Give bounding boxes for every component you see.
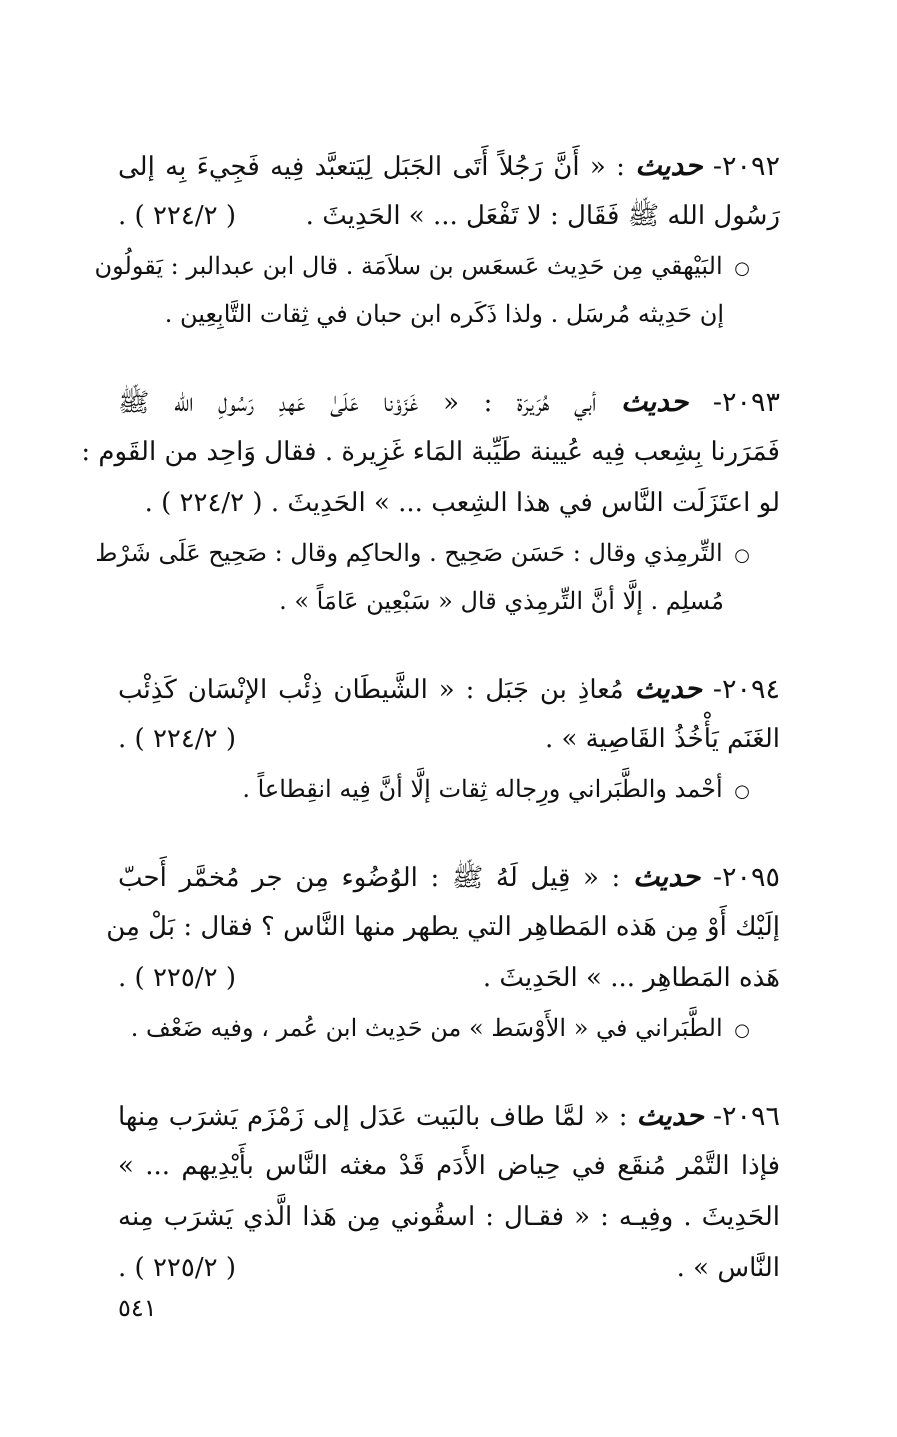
entry-line bbox=[118, 376, 780, 427]
commentary-text: إن حَدِيثه مُرسَل . ولذا ذَكَره ابن حبان في ثِقات التَّابِعِين . bbox=[164, 300, 724, 328]
entry-text: : « قِيل لَهُ ﷺ : الوُضُوء مِن جر مُخمَّر أَحبّ bbox=[118, 863, 633, 893]
volume-reference: ( ٢٢٥/٢ ) . bbox=[118, 963, 236, 993]
entry-text: لو اعتَزَلَت النَّاس في هذا الشِعب ... » الحَدِيثَ . ( ٢٢٤/٢ ) . bbox=[144, 488, 780, 518]
volume-reference: ( ٢٢٤/٢ ) . bbox=[118, 724, 236, 754]
commentary-text: مُسلِم . إلَّا أنَّ التِّرمِذي قال « سَبْعِين عَامَاً » . bbox=[279, 587, 724, 615]
entry-line bbox=[118, 1141, 780, 1192]
volume-reference: ( ٢٢٥/٢ ) . bbox=[118, 1253, 236, 1283]
hadith-entry-2092 bbox=[94, 140, 780, 338]
entry-line bbox=[118, 1090, 780, 1141]
volume-reference: ( ٢٢٤/٢ ) . bbox=[118, 201, 236, 231]
entry-line bbox=[118, 1243, 780, 1294]
entry-line bbox=[118, 714, 780, 765]
hadith-entry-2093 bbox=[81, 376, 780, 625]
entry-keyword: حديث bbox=[634, 672, 702, 705]
entry-text: هَذه المَطاهِر ... » الحَدِيثَ . bbox=[482, 963, 780, 993]
entry-text: النَّاس » . bbox=[676, 1253, 780, 1283]
commentary-line bbox=[94, 242, 780, 290]
entry-text: : « أَنَّ رَجُلاً أَتَى الجَبَل لِيَتعبَّد فِيه فَجِيءَ بِه إلى bbox=[118, 152, 636, 182]
bullet-icon: ○ bbox=[734, 258, 750, 279]
entry-line bbox=[118, 1192, 780, 1243]
page-number: ٥٤١ bbox=[118, 1294, 157, 1322]
entry-line bbox=[118, 140, 780, 191]
commentary-line bbox=[118, 290, 780, 338]
entry-text: فَمَرَرنا بِشِعب فِيه عُيينة طَيِّبة المَاء غَزِيرة . فقال وَاحِد من القَوم : bbox=[81, 437, 780, 467]
document-body bbox=[81, 140, 781, 1332]
entry-number: ٢٠٩٤- bbox=[712, 674, 781, 705]
entry-text: رَسُول الله ﷺ فَقَال : لا تَفْعَل ... » الحَدِيثَ . bbox=[305, 201, 780, 231]
bullet-icon: ○ bbox=[734, 1020, 750, 1041]
entry-line bbox=[106, 902, 780, 953]
entry-number: ٢٠٩٦- bbox=[712, 1101, 780, 1132]
entry-text: الغَنَم يَأْخُذُ القَاصِية » . bbox=[544, 724, 780, 754]
commentary-line bbox=[95, 529, 780, 577]
entry-text: إلَيْك أَوْ مِن هَذه المَطاهِر التي يطهر منها النَّاس ؟ فقال : بَلْ مِن bbox=[106, 912, 780, 942]
entry-line bbox=[81, 427, 780, 478]
hadith-entry-2096 bbox=[118, 1090, 780, 1294]
commentary-text: البَيْهقي مِن حَدِيث عَسعَس بن سلاَمَة . قال ابن عبدالبر : يَقولُون bbox=[94, 252, 723, 280]
commentary-line bbox=[118, 577, 780, 625]
commentary-line bbox=[118, 1004, 780, 1052]
entry-line bbox=[118, 851, 780, 902]
hadith-entry-2095 bbox=[106, 851, 781, 1052]
entry-line bbox=[118, 953, 780, 1004]
entry-line bbox=[118, 191, 780, 242]
entry-text: : « لمَّا طاف بالبَيت عَدَل إلى زَمْزَم يَشرَب مِنها bbox=[118, 1102, 637, 1132]
entry-keyword: حديث bbox=[632, 860, 701, 893]
entry-text: مُعاذِ بن جَبَل : « الشَّيطَان ذِئْب الإنْسَان كَذِئْب bbox=[118, 675, 635, 705]
commentary-line bbox=[118, 765, 780, 813]
entry-number: ٢٠٩٥- bbox=[712, 862, 781, 893]
entry-text: فإذا التَّمْر مُنقَع في حِياض الأَدَم قَدْ مغثه النَّاس بأَيْدِيهم ... » bbox=[118, 1151, 780, 1181]
entry-keyword: حديث bbox=[620, 385, 689, 418]
commentary-text: أحْمد والطَّبَراني ورِجاله ثِقات إلَّا أنَّ فِيه انقِطاعاً . bbox=[242, 775, 723, 803]
bullet-icon: ○ bbox=[734, 545, 750, 566]
commentary-text: التِّرمِذي وقال : حَسَن صَحِيح . والحاكِم وقال : صَحِيح عَلَى شَرْط bbox=[95, 539, 723, 567]
entry-number: ٢٠٩٢- bbox=[712, 151, 780, 182]
hadith-entry-2094 bbox=[118, 663, 780, 813]
entry-line bbox=[118, 478, 780, 529]
entry-text: أبي هُرَيرَة : « غَزَوْنا عَلَىٰ عَهدِ رَسُولِ الله ﷺ bbox=[118, 388, 621, 418]
bullet-icon: ○ bbox=[734, 781, 750, 802]
commentary-text: الطَّبَراني في « الأَوْسَط » من حَدِيث ابن عُمر ، وفيه ضَعْف . bbox=[130, 1014, 723, 1042]
entry-number: ٢٠٩٣- bbox=[712, 387, 780, 418]
entry-keyword: حديث bbox=[636, 1099, 704, 1132]
entry-line bbox=[118, 663, 780, 714]
entry-keyword: حديث bbox=[635, 149, 703, 182]
entry-text: الحَدِيثَ . وفِيـه : « فقـال : اسقُوني مِن هَذا الَّذي يَشرَب مِنه bbox=[118, 1202, 780, 1232]
